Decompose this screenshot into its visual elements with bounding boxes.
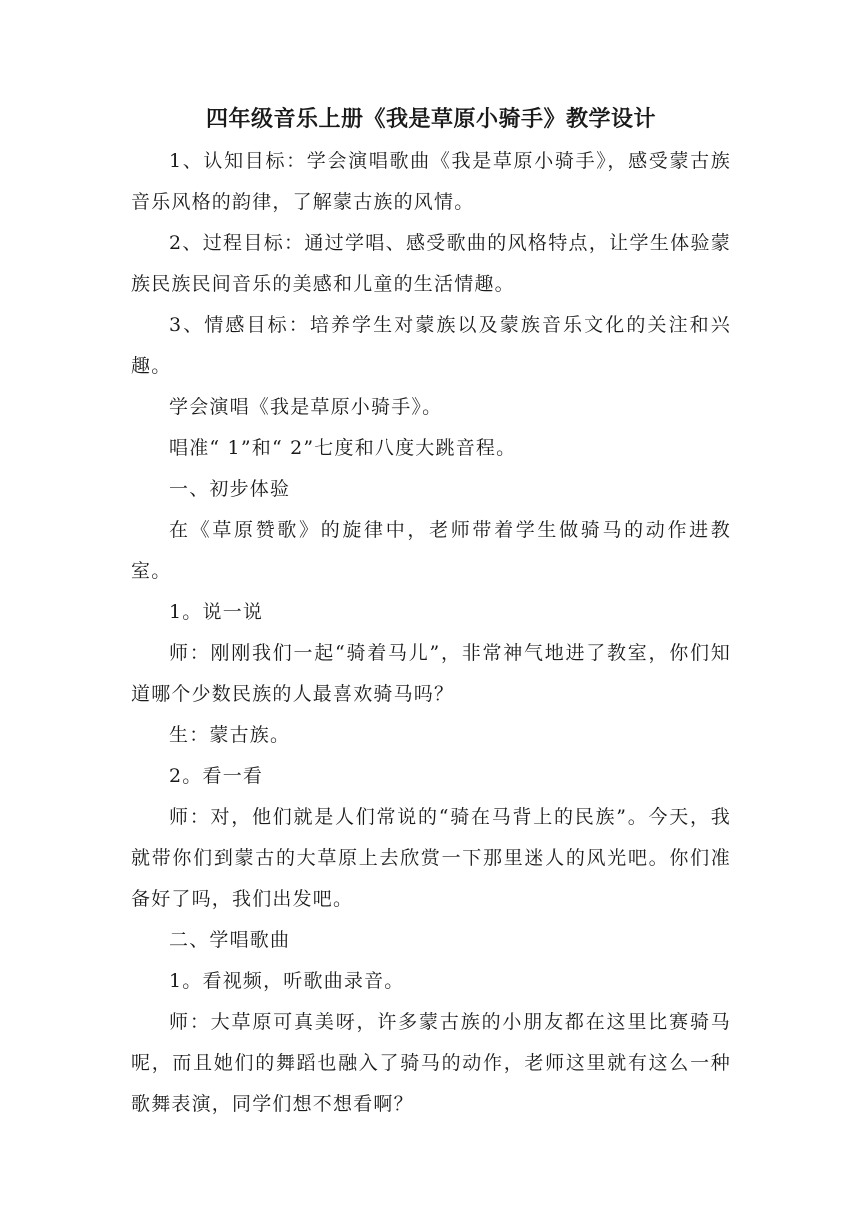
- section-heading-initial-experience: 一、初步体验: [169, 478, 291, 500]
- subheading-talk: 1。说一说: [169, 601, 264, 623]
- paragraph-teacher-question: 师：刚刚我们一起“骑着马儿”，非常神气地进了教室，你们知道哪个少数民族的人最喜欢骑马吗？: [131, 642, 731, 705]
- document-title: 四年级音乐上册《我是草原小骑手》教学设计: [205, 106, 656, 132]
- section-heading-learn-song: 二、学唱歌曲: [169, 929, 291, 951]
- paragraph-difficulty: 唱准“ 1”和“ 2”七度和八度大跳音程。: [169, 437, 517, 459]
- subheading-look: 2。看一看: [169, 765, 264, 787]
- paragraph-teacher-intro: 师：对，他们就是人们常说的“骑在马背上的民族”。今天，我就带你们到蒙古的大草原上去欣赏一下那里迷人的风光吧。你们准备好了吗，我们出发吧。: [131, 806, 731, 910]
- paragraph-cognitive-goal: 1、认知目标：学会演唱歌曲《我是草原小骑手》，感受蒙古族音乐风格的韵律，了解蒙古族的风情。: [131, 150, 731, 213]
- paragraph-enter-classroom: 在《草原赞歌》的旋律中，老师带着学生做骑马的动作进教室。: [131, 519, 731, 582]
- subheading-watch-video: 1。看视频，听歌曲录音。: [169, 970, 405, 992]
- document-body: [131, 101, 731, 1125]
- paragraph-teacher-video: 师：大草原可真美呀，许多蒙古族的小朋友都在这里比赛骑马呢，而且她们的舞蹈也融入了骑马的动作，老师这里就有这么一种歌舞表演，同学们想不想看啊？: [131, 1011, 731, 1115]
- paragraph-emotion-goal: 3、情感目标：培养学生对蒙族以及蒙族音乐文化的关注和兴趣。: [131, 314, 731, 377]
- paragraph-process-goal: 2、过程目标：通过学唱、感受歌曲的风格特点，让学生体验蒙族民族民间音乐的美感和儿童的生活情趣。: [131, 232, 731, 295]
- paragraph-key-point: 学会演唱《我是草原小骑手》。: [169, 396, 443, 418]
- paragraph-student-answer: 生：蒙古族。: [169, 724, 291, 746]
